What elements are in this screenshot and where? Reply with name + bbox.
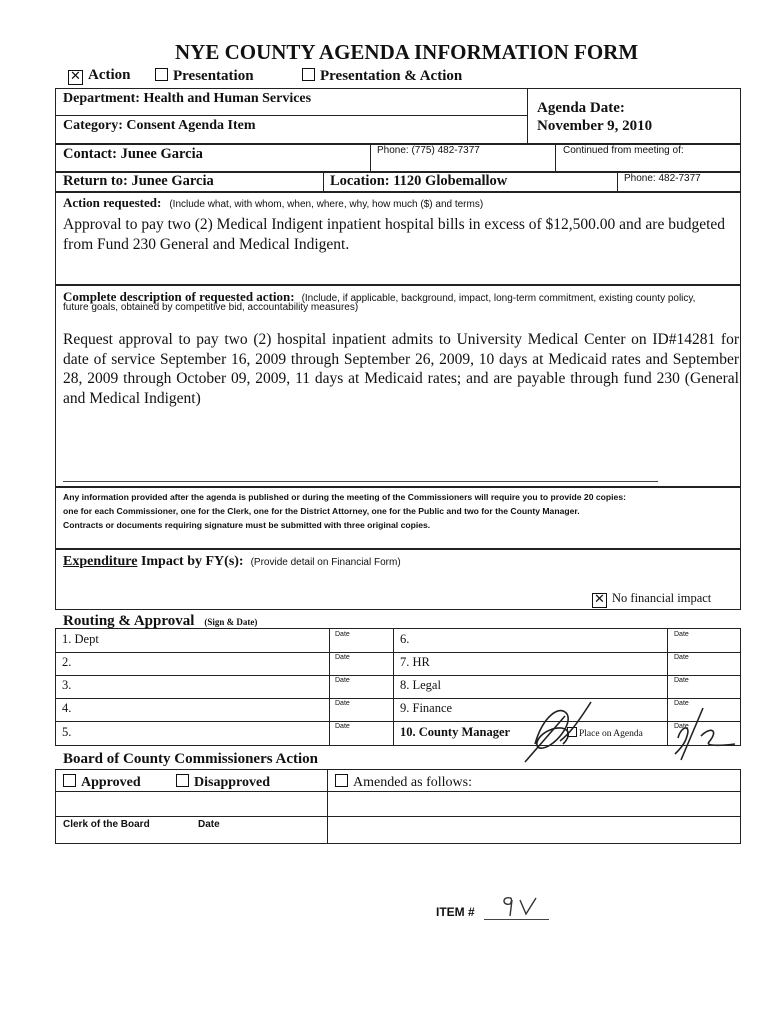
routing-heading: Routing & Approval (Sign & Date) — [63, 613, 258, 629]
action-checkbox[interactable]: ✕ — [68, 70, 83, 85]
routing-row-9: 9. Finance — [400, 701, 453, 715]
presentation-checkbox[interactable] — [155, 68, 168, 81]
notice-line-1: Any information provided after the agenda is published or during the meeting of the Commissioners will require you to provide 20 copies: — [63, 492, 626, 502]
form-title: NYE COUNTY AGENDA INFORMATION FORM — [175, 40, 639, 64]
option-presentation[interactable]: Presentation — [155, 68, 254, 84]
option-action[interactable]: ✕ Action — [68, 68, 131, 85]
option-presentation-action[interactable]: Presentation & Action — [302, 68, 462, 84]
routing-date-3: Date — [335, 677, 350, 684]
presentation-action-checkbox[interactable] — [302, 68, 315, 81]
description-text: Request approval to pay two (2) hospital inpatient admits to University Medical Center on ID#14281 for date of service September 16, 2009 through September 26, 2009, 10 days at Medicaid rates and September 28, 2009 through October 09, 2009, 11 days at Medicaid rates; and are payable through fund 230 (General and Medical Indigent) — [63, 331, 739, 407]
routing-row-10: 10. County Manager — [400, 725, 511, 739]
approved-checkbox[interactable] — [63, 774, 76, 787]
department-label: Department: Health and Human Services — [63, 91, 312, 106]
routing-date-6: Date — [674, 631, 689, 638]
routing-date-1: Date — [335, 631, 350, 638]
routing-date-8: Date — [674, 677, 689, 684]
routing-row-8: 8. Legal — [400, 678, 441, 692]
action-requested-heading: Action requested: (Include what, with whom, when, where, why, how much ($) and terms) — [63, 195, 484, 210]
county-manager-signature — [505, 696, 755, 766]
routing-date-5: Date — [335, 723, 350, 730]
disapproved-checkbox[interactable] — [176, 774, 189, 787]
routing-row-3: 3. — [62, 678, 72, 692]
routing-date-9: Date — [674, 700, 689, 707]
routing-date-2: Date — [335, 654, 350, 661]
action-requested-text: Approval to pay two (2) Medical Indigent inpatient hospital bills in excess of $12,500.00 and are budgeted from Fund 230 General and Medical Indigent. — [63, 216, 726, 253]
description-heading: Complete description of requested action: (Include, if applicable, background, impact, long-term commitment, existing county policy, — [63, 289, 696, 304]
clerk-date: Date — [198, 819, 220, 830]
routing-row-1: 1. Dept — [62, 632, 99, 646]
notice-line-2: one for each Commissioner, one for the Clerk, one for the District Attorney, one for the Public and two for the County Manager. — [63, 506, 580, 516]
clerk-of-board: Clerk of the Board — [63, 819, 150, 830]
routing-date-4: Date — [335, 700, 350, 707]
board-heading: Board of County Commissioners Action — [63, 751, 319, 767]
item-label: ITEM # — [436, 905, 475, 919]
place-on-agenda[interactable]: Place on Agenda — [567, 727, 643, 740]
amended-checkbox[interactable] — [335, 774, 348, 787]
routing-row-7: 7. HR — [400, 655, 430, 669]
no-financial-impact[interactable]: ✕ No financial impact — [592, 592, 711, 608]
return-phone: Phone: 482-7377 — [624, 173, 701, 184]
location: Location: 1120 Globemallow — [330, 173, 508, 189]
routing-row-2: 2. — [62, 655, 72, 669]
routing-date-7: Date — [674, 654, 689, 661]
routing-row-5: 5. — [62, 725, 72, 739]
approved-option[interactable]: Approved — [63, 774, 141, 790]
routing-row-4: 4. — [62, 701, 72, 715]
description-hint: future goals, obtained by competitive bid, accountability measures) — [63, 302, 359, 313]
category-label: Category: Consent Agenda Item — [63, 118, 256, 133]
routing-date-10: Date — [674, 723, 689, 730]
continued-from: Continued from meeting of: — [563, 145, 684, 156]
expenditure-heading: Expenditure Impact by FY(s): (Provide detail on Financial Form) — [63, 554, 401, 569]
no-financial-impact-checkbox[interactable]: ✕ — [592, 593, 607, 608]
contact-name: Contact: Junee Garcia — [63, 146, 203, 162]
disapproved-option[interactable]: Disapproved — [176, 774, 270, 790]
item-number-handwriting — [498, 890, 544, 920]
amended-option[interactable]: Amended as follows: — [335, 774, 472, 790]
agenda-date-value: November 9, 2010 — [537, 118, 653, 134]
return-to: Return to: Junee Garcia — [63, 173, 214, 189]
notice-line-3: Contracts or documents requiring signature must be submitted with three original copies. — [63, 520, 431, 530]
contact-phone: Phone: (775) 482-7377 — [377, 145, 480, 156]
routing-row-6: 6. — [400, 632, 410, 646]
agenda-date-label: Agenda Date: — [537, 100, 625, 116]
